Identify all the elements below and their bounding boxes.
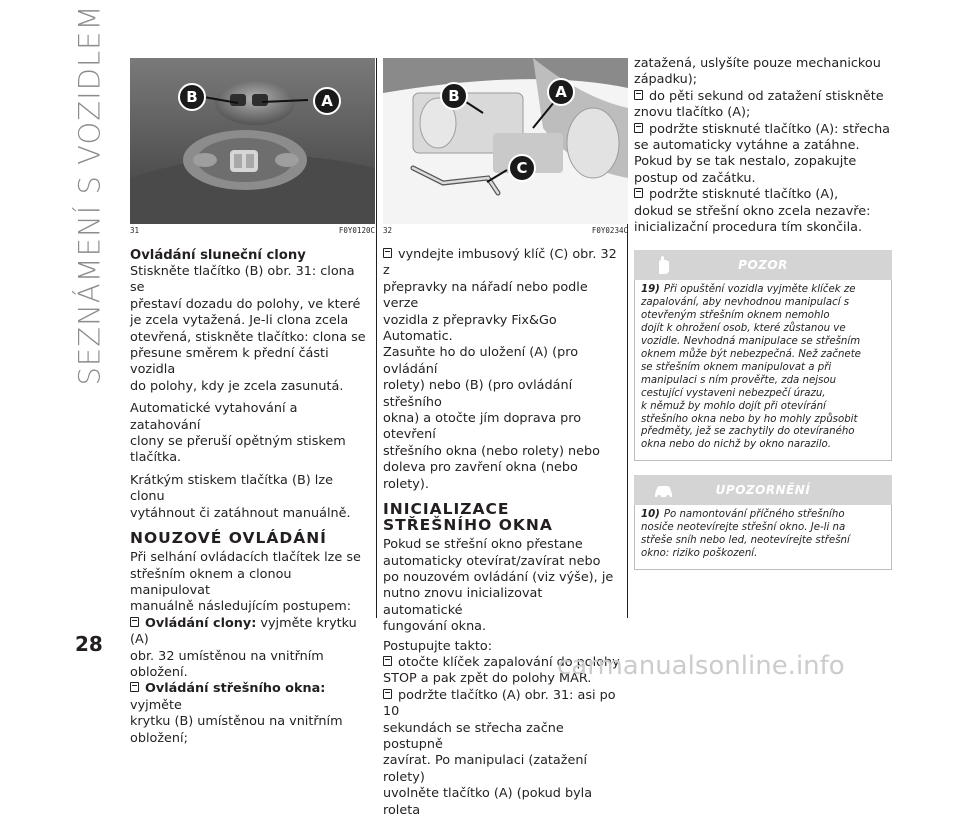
list-item: podržte tlačítko (A) obr. 31: asi po 10 sekundách se střecha začne postupně zavírat. Po manipulaci (zatažení rolety) uvolněte tlačítko (A) (pokud byla roleta [383,687,616,818]
list-item: otočte klíček zapalování do polohy STOP a pak zpět do polohy MAR. [383,654,620,687]
bullet-icon [383,248,392,258]
list-item: podržte stisknuté tlačítko (A): střecha se automaticky vytáhne a zatáhne. [634,121,891,154]
list-item: podržte stisknuté tlačítko (A), dokud se střešní okno zcela nezavře: inicializační procedura tím skončila. [634,187,871,236]
figure-number: 31 [130,226,140,235]
figure-32-caption [383,226,628,235]
paragraph: Postupujte takto: [383,638,493,654]
warning-hand-icon [652,254,674,276]
paragraph: Stiskněte tlačítko (B) obr. 31: clona se přestaví dozadu do polohy, ve které je zcela vytažená. Je-li clona zcela otevřená, stiskněte tlačítko: clona se přesune směrem k přední části vozidla do polohy, kdy je zcela zasunutá. [130,264,366,394]
heading-emergency-control: NOUZOVÉ OVLÁDÁNÍ [130,529,327,548]
warning-header [634,250,892,280]
callout-b: B [440,82,468,110]
warning-title: POZOR [738,258,788,273]
bullet-icon [634,188,643,198]
paragraph: Při selhání ovládacích tlačítek lze se střešním oknem a clonou manipulovat manuálně následujícím postupem: [130,550,361,615]
column-divider [376,58,377,618]
caution-box [634,475,896,570]
page-number: 28 [75,632,103,656]
heading-sunroof-initialization: INICIALIZACE STŘEŠNÍHO OKNA [383,500,553,535]
bullet-icon [634,123,643,133]
column-2 [383,58,628,819]
paragraph: Automatické vytahování a zatahování clony se přeruší opětným stiskem tlačítka. [130,401,346,466]
watermark: carmanualsonline.info [557,651,845,681]
list-item: do pěti sekund od zatažení stiskněte znovu tlačítko (A); [634,88,884,121]
section-title: SEZNÁMENÍ S VOZIDLEM [72,4,107,385]
bullet-icon [383,656,392,666]
paragraph: Pokud by se tak nestalo, zopakujte postup od začátku. [634,154,857,186]
column-1 [130,58,375,747]
warning-text: 19) Při opuštění vozidla vyjměte klíček ze zapalování, aby nevhodnou manipulací s otevřeným střešním oknem nemohlo dojít k ohrožení osob, které zůstanou ve vozidle. Nevhodná manipulace se střešním oknem může být nebezpečná. Než začnete se střešním oknem manipulovat a při manipulaci s ním prověřte, zda nejsou cestující vystaveni nebezpečí úrazu, k němuž by mohlo dojít při otevírání střešního okna nebo by ho mohly způsobit předměty, jež se zachytily do otevíraného okna nebo do nichž by okno narazilo. [634,280,892,461]
headliner-illustration [383,58,628,224]
column-3 [634,56,896,570]
figure-31-sunroof-controls [130,58,375,224]
paragraph: Krátkým stiskem tlačítka (B) lze clonu vytáhnout či zatáhnout manuálně. [130,472,351,521]
overhead-console-illustration [130,58,375,224]
caution-text: 10) Po namontování příčného střešního nosiče neotevírejte střešní okno. Je-li na střeše sníh nebo led, neotevírejte střešní okno: riziko poškození. [634,505,892,570]
caution-header [634,475,892,505]
list-item: Ovládání střešního okna: vyjměte krytku (B) umístěnou na vnitřním obložení; [130,681,343,746]
bullet-icon [383,689,392,699]
figure-number: 32 [383,226,393,235]
callout-a: A [313,87,341,115]
paragraph: zatažená, uslyšíte pouze mechanickou západku); [634,56,881,88]
list-item: Ovládání clony: vyjměte krytku (A) obr. 32 umístěnou na vnitřním obložení. [130,615,357,680]
callout-b: B [178,83,206,111]
paragraph: Pokud se střešní okno přestane automaticky otevírat/zavírat nebo po nouzovém ovládání (viz výše), je nutno znovu inicializovat automatické fungování okna. [383,537,614,635]
bullet-icon [634,90,643,100]
callout-a: A [547,78,575,106]
figure-32-trim-covers [383,58,628,224]
car-wrench-icon [652,479,674,501]
bullet-icon [130,682,139,692]
callout-c: C [508,154,536,182]
list-item: vyndejte imbusový klíč (C) obr. 32 z přepravky na nářadí nebo podle verze vozidla z přepravky Fix&Go Automatic. Zasuňte ho do uložení (A) (pro ovládání rolety) nebo (B) (pro ovládání střešního okna) a otočte jím doprava pro otevření střešního okna (nebo rolety) nebo doleva pro zavření okna (nebo rolety). [383,247,617,492]
subheading-sunshade-control: Ovládání sluneční clony [130,248,306,263]
figure-31-caption [130,226,375,235]
warning-box [634,250,896,461]
figure-code: F0Y0234C [591,226,628,235]
figure-code: F0Y0120C [338,226,375,235]
bullet-icon [130,617,139,627]
caution-title: UPOZORNĚNÍ [715,483,811,498]
